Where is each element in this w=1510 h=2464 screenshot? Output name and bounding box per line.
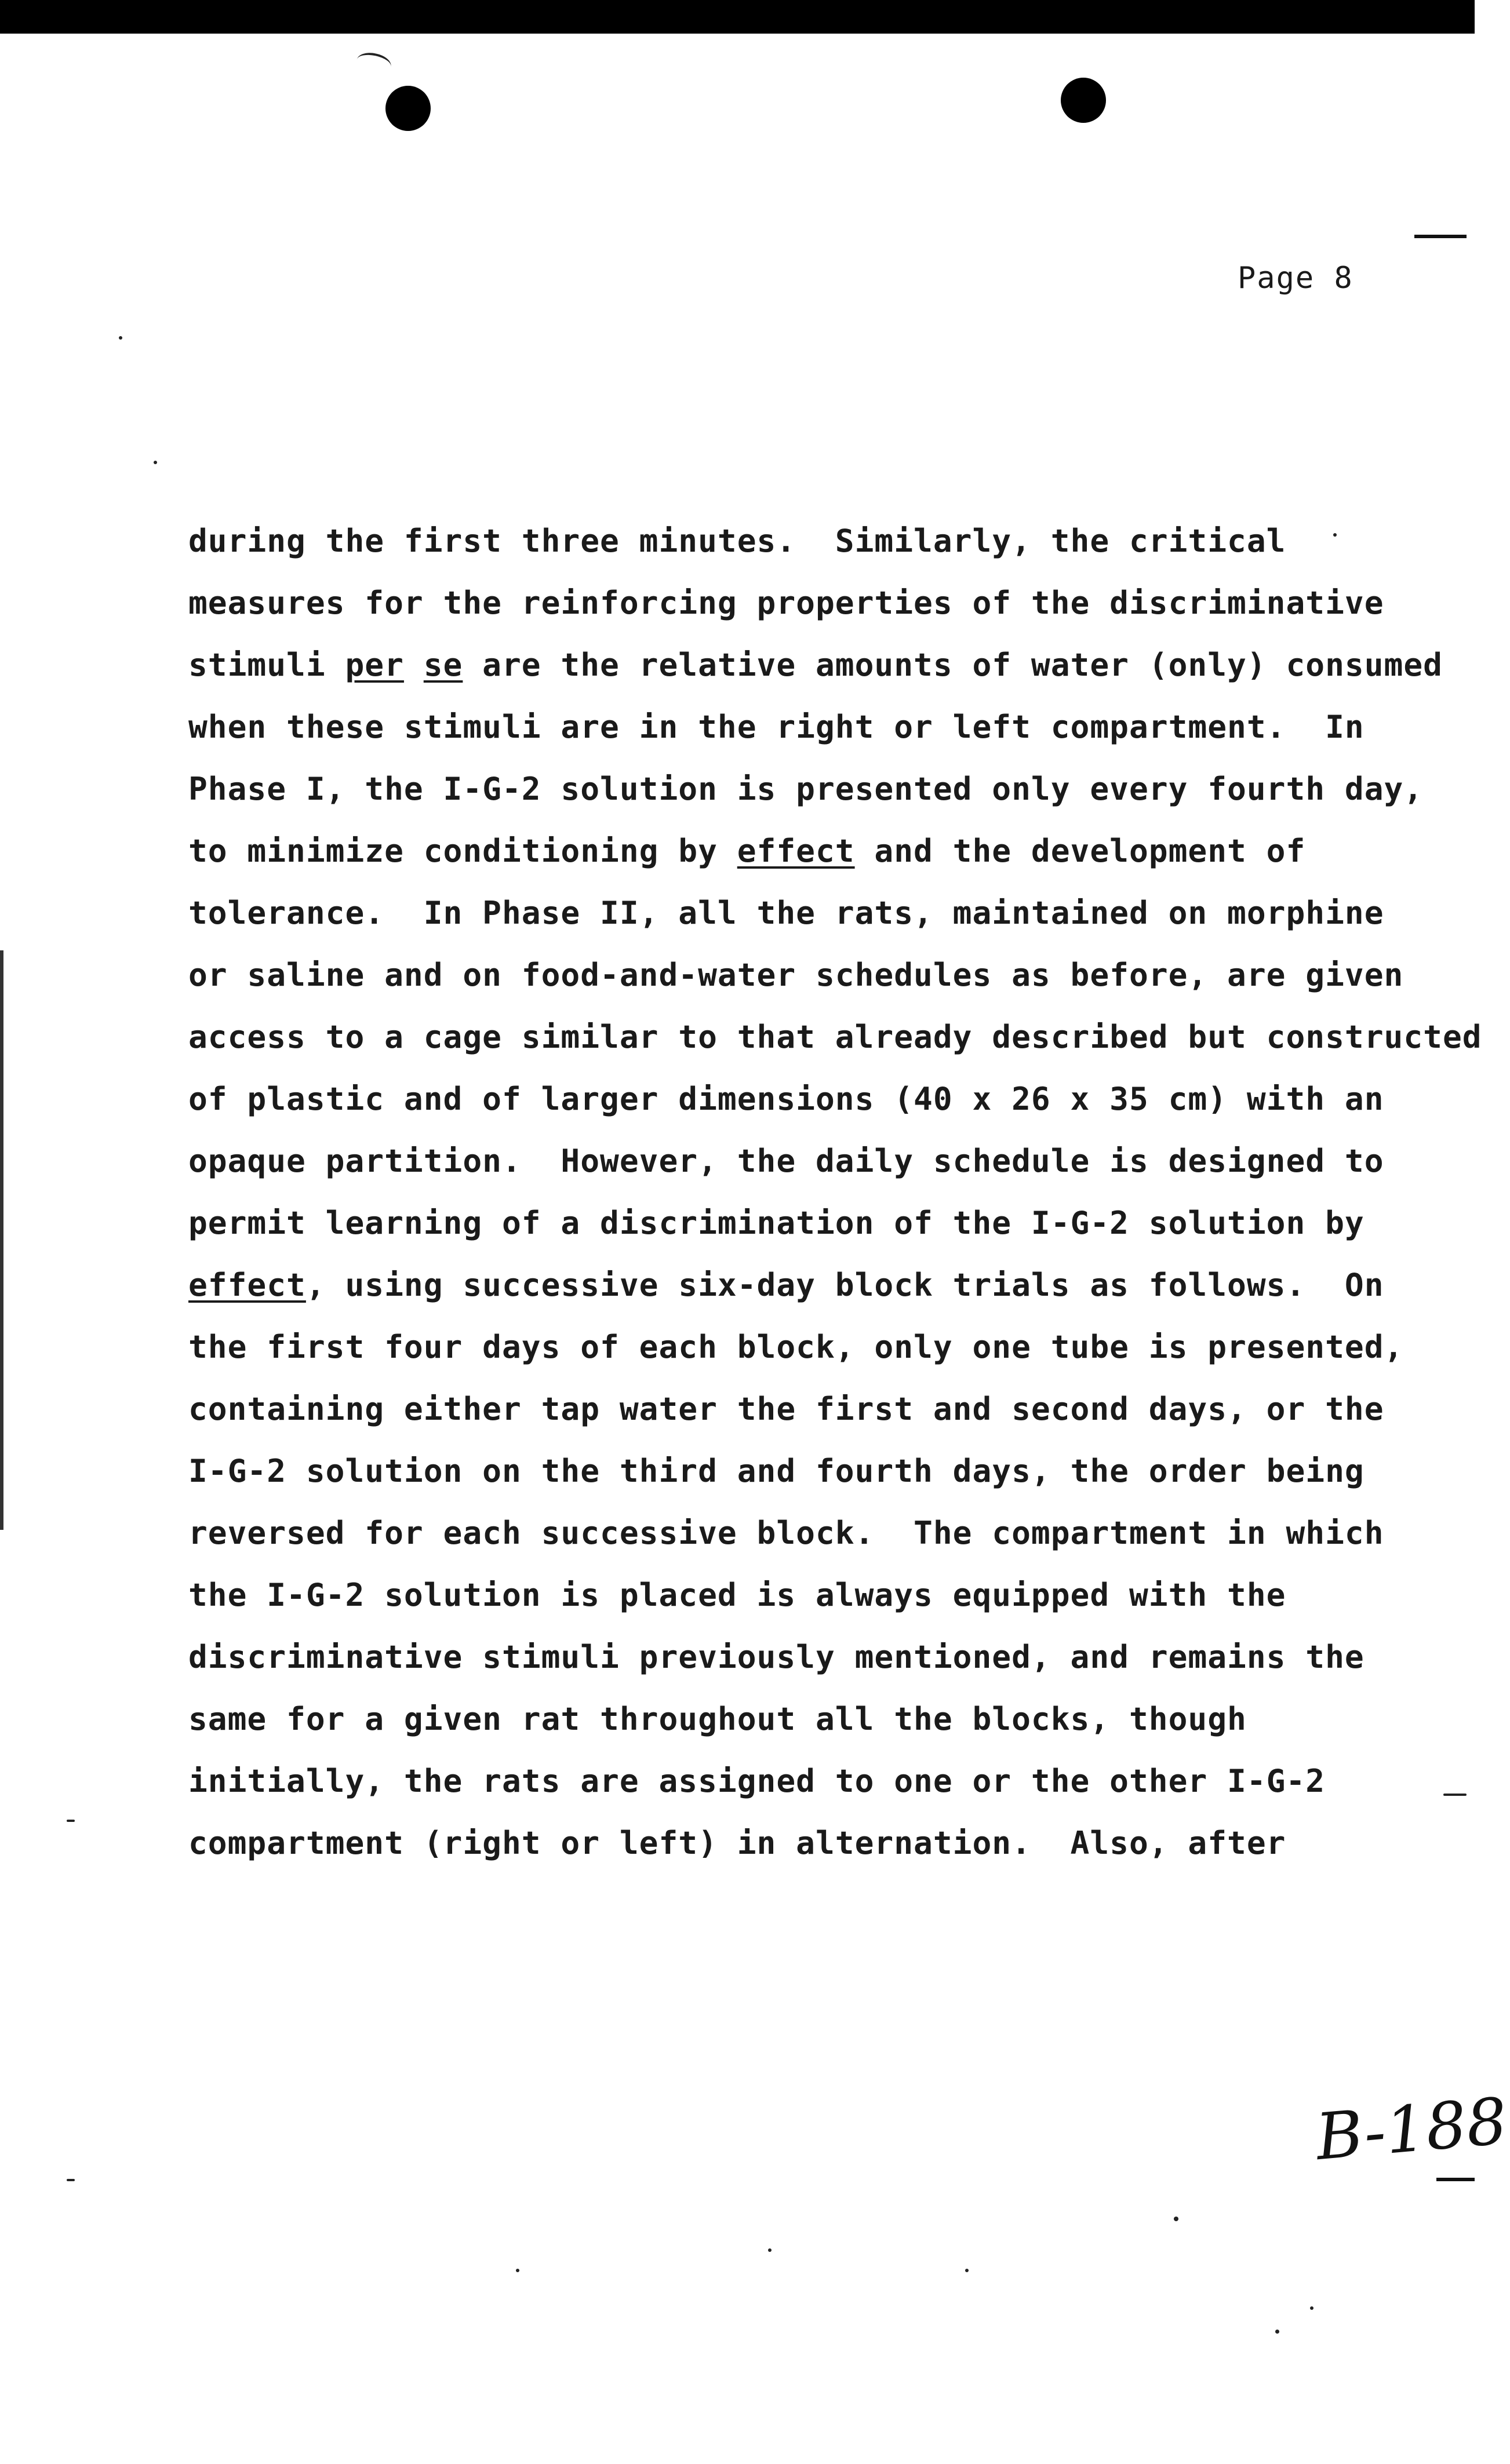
scan-speck (1310, 2306, 1313, 2310)
text-line (188, 1068, 1440, 1130)
text-line (188, 510, 1440, 572)
text-line (188, 1502, 1440, 1564)
body-text (188, 510, 1482, 1874)
scan-speck (516, 2269, 519, 2272)
scan-speck (1275, 2330, 1279, 2334)
punch-hole-right (1061, 78, 1106, 123)
text-segment: initially, the rats are assigned to one or the other I-G-2 (188, 1762, 1326, 1799)
text-segment: are the relative amounts of water (only) consumed (463, 646, 1443, 683)
text-segment: permit learning of a discrimination of the I-G-2 solution by (188, 1204, 1365, 1241)
text-segment: and the development of (854, 832, 1306, 869)
punch-hole-left (385, 86, 431, 131)
text-line (188, 1254, 1440, 1316)
scan-speck (1443, 1794, 1467, 1796)
text-segment: opaque partition. However, the daily schedule is designed to (188, 1142, 1384, 1179)
text-segment: during the first three minutes. Similarly, the critical (188, 522, 1286, 559)
text-segment: or saline and on food-and-water schedules as before, are given (188, 956, 1404, 993)
underlined-text: effect (737, 832, 855, 869)
text-line (188, 1130, 1440, 1192)
text-line (188, 1750, 1440, 1812)
scan-speck (1174, 2217, 1178, 2221)
scan-speck (154, 461, 157, 464)
text-line (188, 634, 1443, 696)
margin-mark-left (0, 950, 3, 1530)
page-number: Page 8 (1238, 261, 1353, 296)
text-line (188, 1440, 1440, 1502)
underlined-text: effect (188, 1266, 306, 1303)
text-line (188, 758, 1440, 820)
text-line (188, 1006, 1482, 1068)
text-line (188, 1688, 1440, 1750)
scan-speck (67, 1820, 75, 1822)
text-segment: measures for the reinforcing properties of the discriminative (188, 584, 1384, 621)
text-segment: to minimize conditioning by (188, 832, 737, 869)
scan-speck (768, 2248, 772, 2252)
text-segment: the I-G-2 solution is placed is always equipped with the (188, 1576, 1286, 1613)
text-segment: stimuli (188, 646, 345, 683)
text-segment: Phase I, the I-G-2 solution is presented only every fourth day, (188, 770, 1424, 807)
scan-artifact-arc (355, 50, 393, 76)
handwritten-document-id: B-188 (1313, 2083, 1510, 2175)
scan-speck (965, 2269, 969, 2272)
text-line (188, 882, 1440, 944)
text-segment: compartment (right or left) in alternation. Also, after (188, 1824, 1286, 1861)
scan-speck (67, 2179, 75, 2181)
text-line (188, 1812, 1440, 1874)
scan-top-border (0, 0, 1475, 34)
text-segment: , using successive six-day block trials as follows. On (305, 1266, 1384, 1303)
text-segment: same for a given rat throughout all the blocks, though (188, 1700, 1247, 1737)
underlined-text: se (423, 646, 463, 683)
scan-speck (119, 336, 122, 340)
margin-mark-top-right (1414, 235, 1467, 238)
text-line (188, 1626, 1440, 1688)
text-segment: containing either tap water the first and second days, or the (188, 1390, 1384, 1427)
text-line (188, 1192, 1440, 1254)
text-segment: I-G-2 solution on the third and fourth days, the order being (188, 1452, 1365, 1489)
text-line (188, 1378, 1440, 1440)
text-line (188, 944, 1440, 1006)
text-segment: discriminative stimuli previously mentioned, and remains the (188, 1638, 1365, 1675)
text-segment: tolerance. In Phase II, all the rats, maintained on morphine (188, 894, 1384, 931)
underlined-text: per (345, 646, 404, 683)
text-segment (404, 646, 424, 683)
text-segment: the first four days of each block, only one tube is presented, (188, 1328, 1404, 1365)
text-line (188, 820, 1440, 882)
text-segment: of plastic and of larger dimensions (40 x 26 x 35 cm) with an (188, 1080, 1384, 1117)
text-segment: access to a cage similar to that already described but constructed (188, 1018, 1482, 1055)
text-line (188, 1316, 1440, 1378)
text-line (188, 1564, 1440, 1626)
margin-mark-bottom-right (1436, 2178, 1475, 2181)
text-line (188, 572, 1440, 634)
text-line (188, 696, 1440, 758)
scan-speck (1333, 533, 1337, 537)
text-segment: reversed for each successive block. The compartment in which (188, 1514, 1384, 1551)
text-segment: when these stimuli are in the right or left compartment. In (188, 708, 1365, 745)
